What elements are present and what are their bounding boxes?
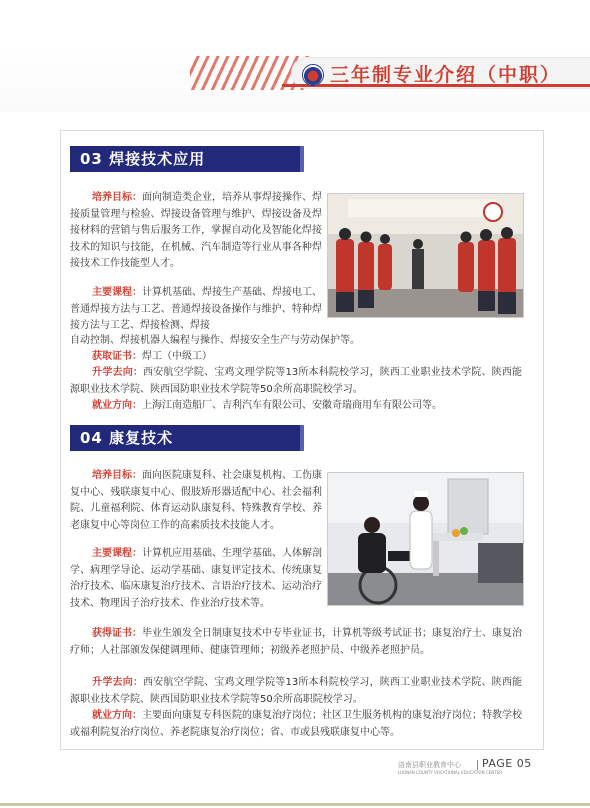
page-title: 三年制专业介绍（中职） [330,64,562,86]
footer-separator [477,760,478,770]
welding-cert-paragraph [70,349,522,366]
welding-course-paragraph [70,285,322,335]
section-title-welding: 03 焊接技术应用 [70,146,300,172]
rehab-job-paragraph [70,708,522,741]
rehab-further-paragraph [70,675,522,708]
rehab-job-text: 主要面向康复专科医院的康复治疗岗位；社区卫生服务机构的康复治疗岗位；特教学校或福利院复治疗岗位、养老院康复治疗岗位；省、市或县残联康复中心等。 [70,710,522,738]
welding-course-label: 主要课程： [92,287,142,298]
rehab-class-photo [327,472,524,606]
welding-class-photo [327,193,524,318]
rehab-cert-text: 毕业生颁发全日制康复技术中专毕业证书，计算机等级考试证书；康复治疗士、康复治疗师；人社部颁发保健调理师、健康管理师；初级养老照护员、中级养老照护员。 [70,628,522,656]
rehab-cert-paragraph [70,626,522,659]
welding-further-paragraph [70,365,522,398]
welding-further-label: 升学去向： [92,367,144,378]
page-number: PAGE 05 [482,757,532,770]
rehab-course-label: 主要课程： [92,548,142,559]
rehab-course-text: 计算机应用基础、生理学基础、人体解剖学、病理学导论、运动学基础、康复评定技术、传统康复治疗技术、临床康复治疗技术、言语治疗技术、运动治疗技术、物理因子治疗技术、作业治疗技术等。 [70,548,322,609]
welding-goal-text: 面向制造类企业，培养从事焊接操作、焊接质量管理与检验、焊接设备管理与维护、焊接设备及焊接材料的营销与售后服务工作，掌握自动化及智能化焊接技术的知识与技能，在机械、汽车制造等行业从事各种焊接技术工作技能型人才。 [70,192,322,269]
footer-org-en: LUONAN COUNTY VOCATIONAL EDUCATION CENTER [398,770,503,775]
welding-course-continued: 自动控制、焊接机器人编程与操作、焊接安全生产与劳动保护等。 [70,335,360,346]
rehab-goal-paragraph [70,468,322,534]
welding-course-text-a: 计算机基础、焊接生产基础、焊接电工、普通焊接方法与工艺、普通焊接设备操作与维护、特种焊接方法与工艺、焊接检测、焊接 [70,287,322,331]
welding-job-label: 就业方向： [92,400,142,411]
welding-job-paragraph [70,398,522,415]
welding-job-text: 上海江南造船厂、吉利汽车有限公司、安徽奇瑞商用车有限公司等。 [142,400,442,411]
bottom-rule [0,803,590,806]
rehab-further-label: 升学去向： [92,677,144,688]
welding-goal-label: 培养目标： [92,192,142,203]
rehab-course-paragraph [70,546,322,612]
rehab-cert-label: 获得证书： [92,628,142,639]
rehab-goal-text: 面向医院康复科、社会康复机构、工伤康复中心、残联康复中心、假肢矫形器适配中心、社会福利院、儿童福利院、体育运动队康复科、特殊教育学校、养老康复中心等岗位工作的高素质技术技能人才。 [70,470,322,531]
welding-cert-label: 获取证书： [92,351,142,362]
footer-org-cn: 洛南县职业教育中心 [398,761,461,769]
rehab-further-text: 西安航空学院、宝鸡文理学院等13所本科院校学习，陕西工业职业技术学院、陕西能源职业技术学院、陕西国防职业技术学院等50余所高职院校学习。 [70,677,522,705]
welding-further-text: 西安航空学院、宝鸡文理学院等13所本科院校学习，陕西工业职业技术学院、陕西能源职业技术学院、陕西国防职业技术学院等50余所高职院校学习。 [70,367,522,395]
welding-cert-text: 焊工（中级工） [142,351,212,362]
section-title-rehab: 04 康复技术 [70,425,300,451]
rehab-job-label: 就业方向： [92,710,142,721]
rehab-goal-label: 培养目标： [92,470,142,481]
welding-goal-paragraph [70,190,322,273]
school-logo-icon [302,64,324,86]
